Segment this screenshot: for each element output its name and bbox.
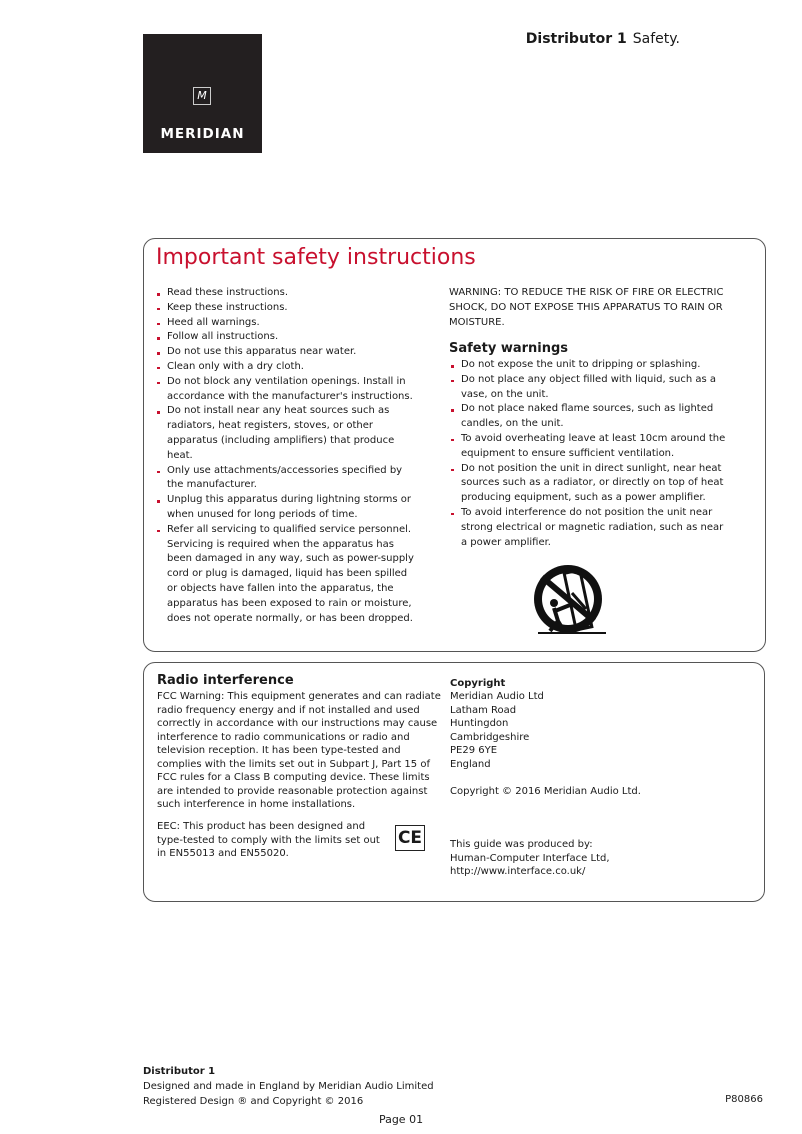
fcc-warning: FCC Warning: This equipment generates and can radiate radio frequency energy and if not installed and used correctly in accordance with our instructions may cause interference to radio communications or radio and television reception. It has been type-tested and complies with the limits set out in Subpart J, Part 15 of FCC rules for a Class B computing device. These limits are intended to provide reasonable protection against such interference in home installations. — [157, 691, 441, 810]
page-number: Page 01 — [378, 1113, 424, 1126]
document-code: P80866 — [725, 1094, 763, 1105]
ce-mark-icon: CE — [395, 825, 425, 851]
list-item: Clean only with a dry cloth. — [157, 360, 417, 375]
guide-line: Human-Computer Interface Ltd, — [450, 852, 610, 864]
list-item: Do not place any object filled with liquid, such as a vase, on the unit. — [451, 373, 726, 403]
instructions-list — [157, 286, 417, 626]
fire-warning: WARNING: TO REDUCE THE RISK OF FIRE OR ELECTRIC SHOCK, DO NOT EXPOSE THIS APPARATUS TO RAIN OR MOISTURE. — [449, 287, 724, 328]
header-section: Safety. — [632, 31, 680, 47]
logo-wordmark: MERIDIAN — [160, 126, 245, 142]
list-item: Do not use this apparatus near water. — [157, 345, 417, 360]
copyright-title: Copyright — [450, 678, 506, 689]
address-line: Cambridgeshire — [450, 731, 530, 743]
address — [450, 690, 544, 771]
list-item: Heed all warnings. — [157, 316, 417, 331]
page-header — [526, 31, 680, 47]
footer-line: Registered Design ® and Copyright © 2016 — [143, 1096, 364, 1107]
footer — [143, 1064, 434, 1109]
safety-title: Important safety instructions — [156, 245, 476, 270]
safety-warnings-title: Safety warnings — [449, 341, 569, 356]
list-item: Do not expose the unit to dripping or splashing. — [451, 358, 726, 373]
list-item: To avoid interference do not position the unit near strong electrical or magnetic radiation, such as near a power amplifier. — [451, 506, 726, 550]
list-item: Refer all servicing to qualified service personnel. Servicing is required when the apparatus has been damaged in any way, such as power-supply cord or plug is damaged, liquid has been spilled or objects have fallen into the apparatus, the apparatus has been exposed to rain or moisture, does not operate normally, or has been dropped. — [157, 523, 417, 627]
guide-url[interactable]: http://www.interface.co.uk/ — [450, 866, 586, 877]
address-line: England — [450, 758, 491, 770]
list-item: Do not block any ventilation openings. Install in accordance with the manufacturer's instructions. — [157, 375, 417, 405]
address-line: Meridian Audio Ltd — [450, 691, 544, 702]
footer-product: Distributor 1 — [143, 1066, 216, 1077]
guide-line: This guide was produced by: — [450, 839, 593, 850]
meridian-logo — [143, 34, 262, 153]
list-item: Do not install near any heat sources such as radiators, heat registers, stoves, or other apparatus (including amplifiers) that produce heat. — [157, 404, 417, 463]
list-item: Keep these instructions. — [157, 301, 417, 316]
copyright-notice: Copyright © 2016 Meridian Audio Ltd. — [450, 786, 641, 797]
address-line: Huntingdon — [450, 718, 509, 729]
logo-mark-icon: M — [193, 87, 211, 105]
list-item: Read these instructions. — [157, 286, 417, 301]
warnings-list — [451, 358, 726, 550]
no-cart-tipover-icon — [528, 563, 608, 639]
address-line: Latham Road — [450, 704, 517, 716]
footer-line: Designed and made in England by Meridian Audio Limited — [143, 1081, 434, 1092]
list-item: Unplug this apparatus during lightning storms or when unused for long periods of time. — [157, 493, 417, 523]
list-item: Follow all instructions. — [157, 330, 417, 345]
eec-statement: EEC: This product has been designed and type-tested to comply with the limits set out in EN55013 and EN55020. — [157, 821, 380, 859]
list-item: Do not place naked flame sources, such as lighted candles, on the unit. — [451, 402, 726, 432]
address-line: PE29 6YE — [450, 745, 498, 756]
guide-credit — [450, 838, 610, 879]
list-item: Do not position the unit in direct sunlight, near heat sources such as a radiator, or directly on top of heat producing equipment, such as a power amplifier. — [451, 462, 726, 506]
header-product: Distributor 1 — [525, 31, 627, 47]
radio-title: Radio interference — [157, 673, 294, 688]
list-item: Only use attachments/accessories specified by the manufacturer. — [157, 464, 417, 494]
list-item: To avoid overheating leave at least 10cm around the equipment to ensure sufficient ventilation. — [451, 432, 726, 462]
